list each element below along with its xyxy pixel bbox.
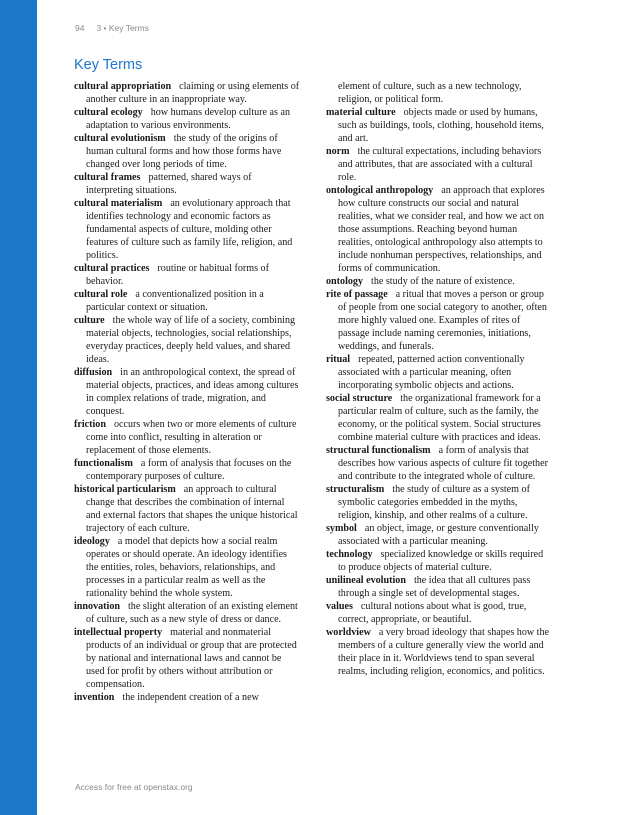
glossary-definition: how humans develop culture as an adaptation to various environments. [86, 107, 290, 131]
glossary-entry-continuation [326, 80, 552, 106]
glossary-entry [74, 132, 300, 171]
glossary-term: cultural practices [74, 263, 150, 274]
glossary-term: cultural role [74, 289, 128, 300]
glossary-term: social structure [326, 393, 393, 404]
glossary-entry [74, 197, 300, 262]
glossary-definition: the study of culture as a system of symbolic categories embedded in the myths, religion, kinship, and other realms of a culture. [338, 484, 530, 521]
glossary-entry [326, 184, 552, 275]
glossary-term: cultural frames [74, 172, 141, 183]
right-column [326, 80, 552, 678]
glossary-definition: patterned, shared ways of interpreting situations. [86, 172, 252, 196]
glossary-entry [326, 574, 552, 600]
glossary-term: ontological anthropology [326, 185, 434, 196]
glossary-term: ritual [326, 354, 351, 365]
section-title: Key Terms [74, 57, 143, 73]
glossary-definition: claiming or using elements of another culture in an inappropriate way. [86, 81, 300, 105]
glossary-entry [74, 314, 300, 366]
glossary-term: structuralism [326, 484, 385, 495]
glossary-term: symbol [326, 523, 357, 534]
glossary-term: unilineal evolution [326, 575, 406, 586]
side-color-bar [0, 0, 37, 815]
glossary-term: functionalism [74, 458, 133, 469]
glossary-definition: an approach to cultural change that describes the combination of internal and external factors that shapes the unique historical trajectory of each culture. [86, 484, 298, 534]
glossary-entry [74, 600, 300, 626]
glossary-definition: the slight alteration of an existing element of culture, such as a new style of dress or dance. [86, 601, 298, 625]
glossary-term: invention [74, 692, 115, 703]
glossary-definition: in an anthropological context, the spread of material objects, practices, and ideas among cultures in complex relations of trade, migration, and conquest. [86, 367, 299, 417]
running-header [75, 23, 149, 33]
left-column [74, 80, 300, 704]
glossary-entry [74, 626, 300, 691]
glossary-term: historical particularism [74, 484, 176, 495]
glossary-definition: an object, image, or gesture conventionally associated with a particular meaning. [338, 523, 539, 547]
glossary-entry [326, 106, 552, 145]
glossary-entry [326, 522, 552, 548]
glossary-definition: a conventionalized position in a particular context or situation. [86, 289, 264, 313]
glossary-definition: a very broad ideology that shapes how the members of a culture generally view the world and their place in it. Worldviews tend to span several realms, including religion, economics, and politics. [338, 627, 550, 677]
glossary-entry [74, 106, 300, 132]
glossary-term: intellectual property [74, 627, 163, 638]
glossary-term: cultural appropriation [74, 81, 172, 92]
glossary-term: rite of passage [326, 289, 388, 300]
glossary-term: worldview [326, 627, 371, 638]
glossary-entry [326, 288, 552, 353]
glossary-definition: objects made or used by humans, such as buildings, tools, clothing, household items, and art. [338, 107, 544, 144]
glossary-definition: specialized knowledge or skills required to produce objects of material culture. [338, 549, 544, 573]
glossary-entry [74, 262, 300, 288]
glossary-definition: a form of analysis that describes how various aspects of culture fit together and contribute to the integrated whole of culture. [338, 445, 548, 482]
glossary-entry [74, 457, 300, 483]
glossary-term: ideology [74, 536, 110, 547]
glossary-definition: the independent creation of a new [122, 692, 259, 703]
glossary-entry [74, 171, 300, 197]
glossary-definition: a form of analysis that focuses on the contemporary purposes of culture. [86, 458, 292, 482]
glossary-entry [326, 145, 552, 184]
glossary-entry [326, 626, 552, 678]
glossary-definition: the idea that all cultures pass through a single set of developmental stages. [338, 575, 531, 599]
glossary-definition: the whole way of life of a society, combining material objects, technologies, social relationships, everyday practices, deeply held values, and shared ideas. [86, 315, 296, 365]
glossary-definition: the study of the nature of existence. [371, 276, 515, 287]
glossary-term: structural functionalism [326, 445, 431, 456]
glossary-term: ontology [326, 276, 364, 287]
glossary-term: norm [326, 146, 350, 157]
page-number: 94 [75, 23, 85, 33]
glossary-entry [74, 418, 300, 457]
glossary-definition: a model that depicts how a social realm operates or should operate. An ideology identifies the entities, roles, behaviors, relationships, and processes in a particular realm as well as the rationality behind the whole system. [86, 536, 287, 599]
glossary-definition: an evolutionary approach that identifies technology and economic factors as fundamental aspects of culture, molding other features of culture such as family life, religion, and politics. [86, 198, 293, 261]
glossary-term: cultural materialism [74, 198, 163, 209]
glossary-term: cultural ecology [74, 107, 143, 118]
glossary-definition: cultural notions about what is good, true, correct, appropriate, or beautiful. [338, 601, 527, 625]
glossary-term: diffusion [74, 367, 113, 378]
glossary-entry [326, 548, 552, 574]
glossary-term: culture [74, 315, 105, 326]
glossary-definition: the study of the origins of human cultural forms and how those forms have changed over long periods of time. [86, 133, 282, 170]
glossary-term: cultural evolutionism [74, 133, 166, 144]
glossary-entry [326, 483, 552, 522]
glossary-term: values [326, 601, 353, 612]
glossary-entry [74, 483, 300, 535]
glossary-entry [74, 535, 300, 600]
glossary-definition: repeated, patterned action conventionally associated with a particular meaning, often incorporating symbolic objects and actions. [338, 354, 525, 391]
glossary-definition: occurs when two or more elements of culture come into conflict, resulting in alteration or replacement of those elements. [86, 419, 297, 456]
glossary-entry [74, 366, 300, 418]
glossary-entry [326, 353, 552, 392]
glossary-term: innovation [74, 601, 120, 612]
glossary-entry [326, 600, 552, 626]
chapter-label: 3 • Key Terms [96, 23, 149, 33]
glossary-definition: an approach that explores how culture constructs our social and natural realities, what we consider real, and how we act on those assumptions. Reaching beyond human realities, ontological anthropology also attempts to include nonhuman perspectives, relationships, and forms of communication. [338, 185, 545, 274]
glossary-definition: the organizational framework for a particular realm of culture, such as the family, the economy, or the political system. Social structures combine material culture with practices and ideas. [338, 393, 541, 443]
footer: Access for free at openstax.org [75, 782, 193, 792]
glossary-term: material culture [326, 107, 396, 118]
glossary-entry [326, 275, 552, 288]
glossary-term: technology [326, 549, 373, 560]
glossary-definition: the cultural expectations, including behaviors and attributes, that are associated with a cultural role. [338, 146, 542, 183]
glossary-entry [74, 80, 300, 106]
glossary-entry [74, 288, 300, 314]
continuation-text: element of culture, such as a new technology, religion, or political form. [338, 81, 522, 105]
glossary-definition: routine or habitual forms of behavior. [86, 263, 269, 287]
glossary-entry [326, 444, 552, 483]
glossary-definition: material and nonmaterial products of an individual or group that are protected by national and international laws and cannot be used for profit by others without attribution or compensation. [86, 627, 297, 690]
glossary-term: friction [74, 419, 106, 430]
glossary-entry [74, 691, 300, 704]
glossary-entry [326, 392, 552, 444]
glossary-definition: a ritual that moves a person or group of people from one social category to another, often more highly valued one. Examples of rites of passage include naming ceremonies, initiations, weddings, and funerals. [338, 289, 547, 352]
